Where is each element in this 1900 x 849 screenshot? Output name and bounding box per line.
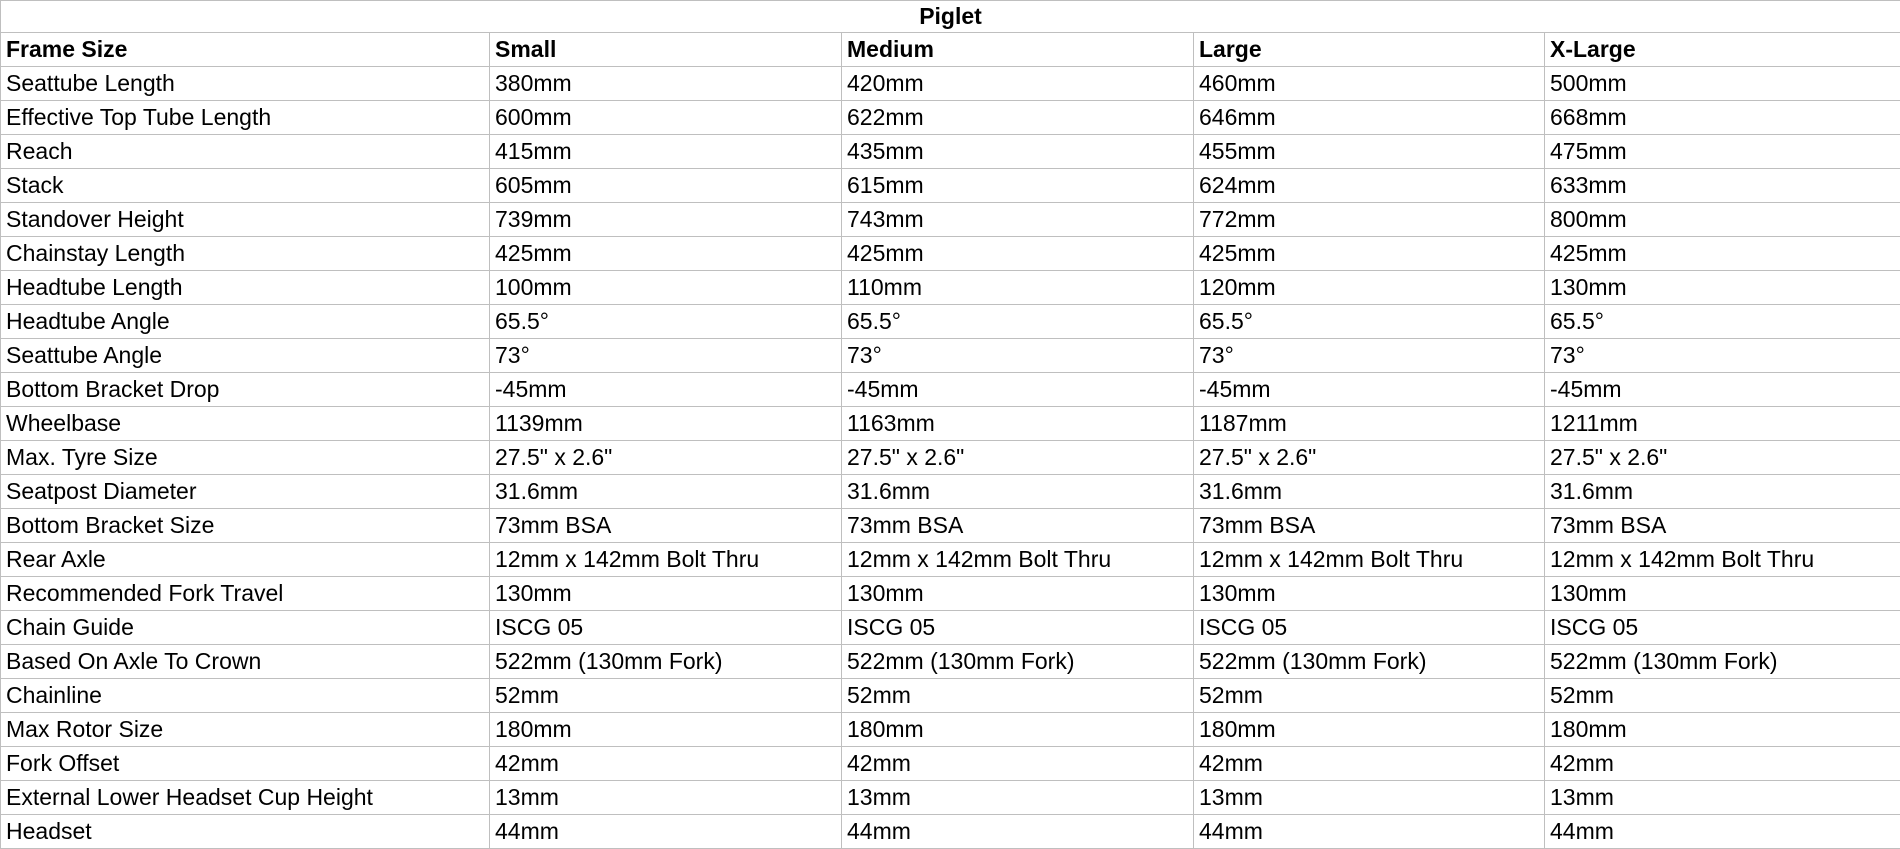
table-row	[1, 101, 1900, 135]
large-value: 455mm	[1194, 135, 1545, 169]
large-value: 42mm	[1194, 747, 1545, 781]
small-value: 605mm	[490, 169, 842, 203]
table-row	[1, 611, 1900, 645]
table-title-row	[1, 1, 1900, 33]
small-value: -45mm	[490, 373, 842, 407]
row-label: Reach	[1, 135, 490, 169]
medium-value: 73mm BSA	[842, 509, 1194, 543]
row-label: Effective Top Tube Length	[1, 101, 490, 135]
large-value: 1187mm	[1194, 407, 1545, 441]
table-row	[1, 475, 1900, 509]
large-value: 425mm	[1194, 237, 1545, 271]
medium-value: 52mm	[842, 679, 1194, 713]
x-large-value: ISCG 05	[1545, 611, 1900, 645]
table-row	[1, 373, 1900, 407]
table-header-row	[1, 33, 1900, 67]
small-value: 44mm	[490, 815, 842, 849]
large-value: -45mm	[1194, 373, 1545, 407]
table-row	[1, 203, 1900, 237]
small-value: 1139mm	[490, 407, 842, 441]
row-label: Max. Tyre Size	[1, 441, 490, 475]
row-label: Standover Height	[1, 203, 490, 237]
row-label: Seatpost Diameter	[1, 475, 490, 509]
table-row	[1, 815, 1900, 849]
row-label: Rear Axle	[1, 543, 490, 577]
x-large-value: 500mm	[1545, 67, 1900, 101]
table-row	[1, 509, 1900, 543]
large-value: 120mm	[1194, 271, 1545, 305]
small-value: 380mm	[490, 67, 842, 101]
table-row	[1, 577, 1900, 611]
large-value: 460mm	[1194, 67, 1545, 101]
x-large-value: 130mm	[1545, 577, 1900, 611]
medium-value: 425mm	[842, 237, 1194, 271]
table-row	[1, 237, 1900, 271]
header-x-large: X-Large	[1545, 33, 1900, 67]
x-large-value: 73°	[1545, 339, 1900, 373]
geometry-table-body	[1, 1, 1900, 849]
medium-value: 12mm x 142mm Bolt Thru	[842, 543, 1194, 577]
medium-value: 615mm	[842, 169, 1194, 203]
large-value: 130mm	[1194, 577, 1545, 611]
small-value: 73°	[490, 339, 842, 373]
x-large-value: 44mm	[1545, 815, 1900, 849]
table-row	[1, 645, 1900, 679]
x-large-value: 633mm	[1545, 169, 1900, 203]
x-large-value: 425mm	[1545, 237, 1900, 271]
x-large-value: 31.6mm	[1545, 475, 1900, 509]
large-value: 624mm	[1194, 169, 1545, 203]
row-label: Seattube Angle	[1, 339, 490, 373]
small-value: 130mm	[490, 577, 842, 611]
medium-value: 130mm	[842, 577, 1194, 611]
row-label: Stack	[1, 169, 490, 203]
medium-value: 110mm	[842, 271, 1194, 305]
medium-value: 13mm	[842, 781, 1194, 815]
small-value: 65.5°	[490, 305, 842, 339]
medium-value: 180mm	[842, 713, 1194, 747]
x-large-value: 130mm	[1545, 271, 1900, 305]
row-label: Chainline	[1, 679, 490, 713]
small-value: 415mm	[490, 135, 842, 169]
medium-value: 420mm	[842, 67, 1194, 101]
small-value: 180mm	[490, 713, 842, 747]
medium-value: 31.6mm	[842, 475, 1194, 509]
table-row	[1, 135, 1900, 169]
x-large-value: 65.5°	[1545, 305, 1900, 339]
medium-value: 65.5°	[842, 305, 1194, 339]
medium-value: 73°	[842, 339, 1194, 373]
medium-value: 1163mm	[842, 407, 1194, 441]
table-row	[1, 747, 1900, 781]
small-value: 425mm	[490, 237, 842, 271]
row-label: Based On Axle To Crown	[1, 645, 490, 679]
medium-value: 44mm	[842, 815, 1194, 849]
x-large-value: 475mm	[1545, 135, 1900, 169]
medium-value: 435mm	[842, 135, 1194, 169]
large-value: ISCG 05	[1194, 611, 1545, 645]
row-label: Headtube Angle	[1, 305, 490, 339]
medium-value: 27.5" x 2.6"	[842, 441, 1194, 475]
medium-value: 743mm	[842, 203, 1194, 237]
x-large-value: 668mm	[1545, 101, 1900, 135]
header-frame-size: Frame Size	[1, 33, 490, 67]
header-large: Large	[1194, 33, 1545, 67]
row-label: Chain Guide	[1, 611, 490, 645]
medium-value: 622mm	[842, 101, 1194, 135]
row-label: Bottom Bracket Drop	[1, 373, 490, 407]
x-large-value: 180mm	[1545, 713, 1900, 747]
large-value: 646mm	[1194, 101, 1545, 135]
table-row	[1, 407, 1900, 441]
x-large-value: -45mm	[1545, 373, 1900, 407]
x-large-value: 522mm (130mm Fork)	[1545, 645, 1900, 679]
large-value: 27.5" x 2.6"	[1194, 441, 1545, 475]
small-value: 739mm	[490, 203, 842, 237]
table-row	[1, 339, 1900, 373]
small-value: 42mm	[490, 747, 842, 781]
table-row	[1, 543, 1900, 577]
table-row	[1, 679, 1900, 713]
small-value: 52mm	[490, 679, 842, 713]
large-value: 31.6mm	[1194, 475, 1545, 509]
table-row	[1, 271, 1900, 305]
large-value: 73°	[1194, 339, 1545, 373]
small-value: 600mm	[490, 101, 842, 135]
table-row	[1, 781, 1900, 815]
large-value: 44mm	[1194, 815, 1545, 849]
row-label: Recommended Fork Travel	[1, 577, 490, 611]
large-value: 73mm BSA	[1194, 509, 1545, 543]
small-value: 27.5" x 2.6"	[490, 441, 842, 475]
large-value: 522mm (130mm Fork)	[1194, 645, 1545, 679]
small-value: 100mm	[490, 271, 842, 305]
x-large-value: 73mm BSA	[1545, 509, 1900, 543]
large-value: 12mm x 142mm Bolt Thru	[1194, 543, 1545, 577]
table-row	[1, 67, 1900, 101]
row-label: External Lower Headset Cup Height	[1, 781, 490, 815]
row-label: Chainstay Length	[1, 237, 490, 271]
small-value: 13mm	[490, 781, 842, 815]
table-row	[1, 305, 1900, 339]
small-value: ISCG 05	[490, 611, 842, 645]
row-label: Headtube Length	[1, 271, 490, 305]
small-value: 73mm BSA	[490, 509, 842, 543]
table-row	[1, 441, 1900, 475]
x-large-value: 42mm	[1545, 747, 1900, 781]
row-label: Bottom Bracket Size	[1, 509, 490, 543]
large-value: 180mm	[1194, 713, 1545, 747]
medium-value: -45mm	[842, 373, 1194, 407]
row-label: Seattube Length	[1, 67, 490, 101]
small-value: 12mm x 142mm Bolt Thru	[490, 543, 842, 577]
large-value: 52mm	[1194, 679, 1545, 713]
large-value: 772mm	[1194, 203, 1545, 237]
x-large-value: 800mm	[1545, 203, 1900, 237]
row-label: Fork Offset	[1, 747, 490, 781]
header-medium: Medium	[842, 33, 1194, 67]
small-value: 522mm (130mm Fork)	[490, 645, 842, 679]
table-row	[1, 713, 1900, 747]
row-label: Max Rotor Size	[1, 713, 490, 747]
table-row	[1, 169, 1900, 203]
large-value: 65.5°	[1194, 305, 1545, 339]
x-large-value: 1211mm	[1545, 407, 1900, 441]
x-large-value: 13mm	[1545, 781, 1900, 815]
row-label: Headset	[1, 815, 490, 849]
small-value: 31.6mm	[490, 475, 842, 509]
large-value: 13mm	[1194, 781, 1545, 815]
x-large-value: 27.5" x 2.6"	[1545, 441, 1900, 475]
medium-value: 522mm (130mm Fork)	[842, 645, 1194, 679]
medium-value: 42mm	[842, 747, 1194, 781]
header-small: Small	[490, 33, 842, 67]
row-label: Wheelbase	[1, 407, 490, 441]
table-title: Piglet	[1, 1, 1900, 33]
x-large-value: 12mm x 142mm Bolt Thru	[1545, 543, 1900, 577]
medium-value: ISCG 05	[842, 611, 1194, 645]
x-large-value: 52mm	[1545, 679, 1900, 713]
